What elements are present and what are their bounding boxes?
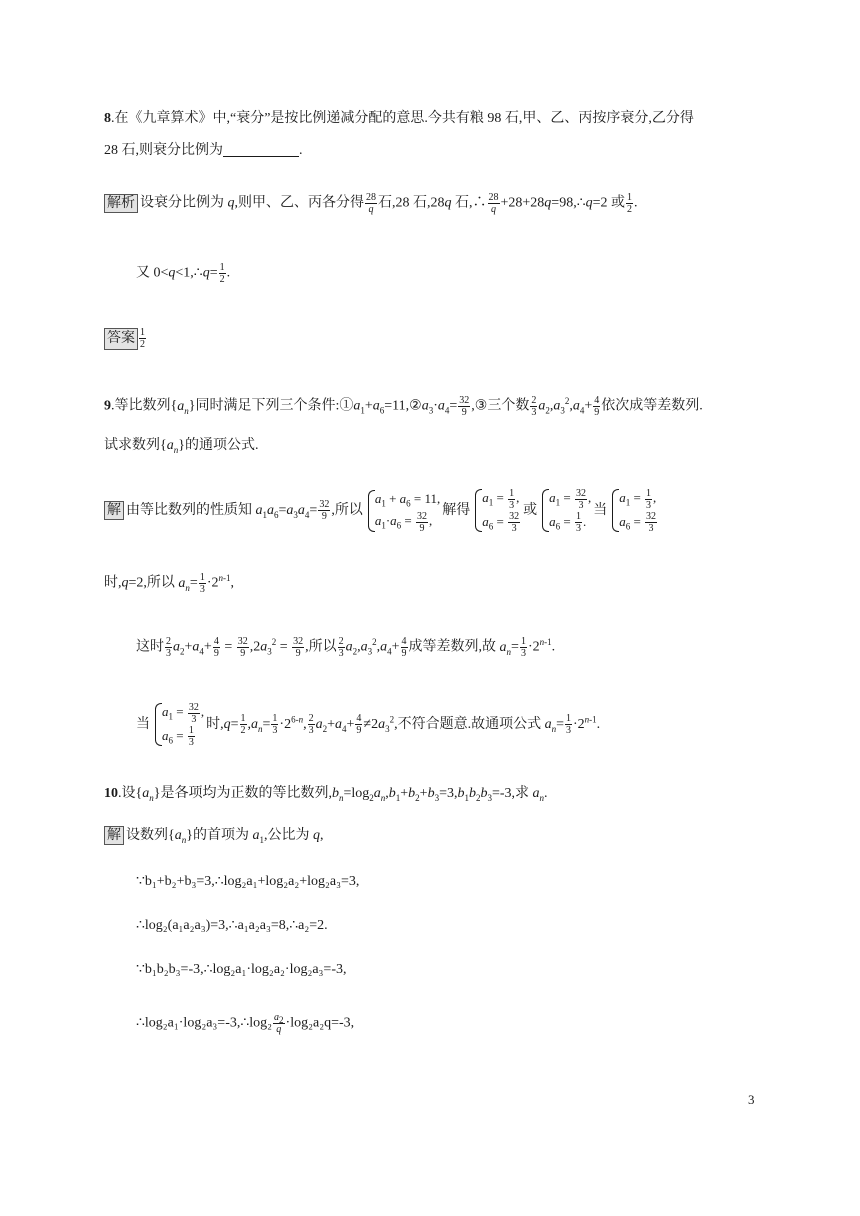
- equation-system: $a_1$ = $\frac{1}{3}$ , $a_6$ = $\frac{32}{3}$: [472, 487, 521, 534]
- q10-solution-line3: ∴log₂(a₁a₂a₃)=3,∴a₁a₂a₃=8,∴a₂=2.: [136, 918, 328, 933]
- equation-system: $a_1$ = $\frac{1}{3}$ , $a_6$ = $\frac{32}{3}$: [609, 487, 658, 534]
- q8-line1: [104, 109, 694, 129]
- q10-solution-line2: ∵b₁+b₂+b₃=3,∴log₂a₁+log₂a₂+log₂a₃=3,: [136, 874, 360, 889]
- fraction: $\frac{1}{2}$: [140, 327, 145, 350]
- q9-line1: 9.等比数列$\{a_n\}$同时满足下列三个条件$:①a_1+a_6=11,②a_3\cdot a_4=$ $\frac{32}{9}$ ,③三个数 $\frac{2}{3}$ $a_2,a_3^2,a_4+$ $\frac{4}{9}$ 依次成等差数列.: [104, 395, 703, 418]
- q9-line2: 试求数列$\{a_n\}$的通项公式.: [104, 438, 259, 455]
- q8-line2: 28 石,则衰分比例为 .: [104, 143, 303, 158]
- fraction: $\frac{1}{2}$: [627, 192, 633, 215]
- solution-tag: 解: [104, 501, 124, 520]
- q8-solution-line1: 解析 设衰分比例为 q,则甲、乙、丙各分得 $\frac{28}{q}$ 石,28 石,28q 石,∴ $\frac{28}{q}$ +28+28q=98,∴q=2 或 $\frac{1}{2}$ .: [104, 192, 638, 215]
- q8-text1: .在《九章算术》中,“衰分”是按比例递减分配的意思.今共有粮 98 石,甲、乙、丙按序衰分,乙分得: [111, 111, 694, 126]
- q10-solution-line5: ∴log₂a₁·log₂a₃=-3,∴log₂ $\frac{a_2}{q}$ ·log₂a₂q=-3,: [136, 1012, 355, 1035]
- analysis-tag: 解析: [104, 194, 138, 213]
- q8-number: 8: [104, 111, 111, 126]
- q10-line1: 10.设$\{a_n\}$是各项均为正数的等比数列$,b_n=\log_2a_n,b_1+b_2+b_3=3,b_1b_2b_3=-3$,求 $a_n$.: [104, 786, 548, 803]
- fraction: $\frac{1}{2}$: [219, 262, 225, 285]
- q9-solution-line1: 解 由等比数列的性质知 $a_1a_6=a_3a_4=$ $\frac{32}{9}$ ,所以 $a_1 + a_6 = 11$, $a_1\cdot a_6$ = $\frac{32}{9}$ , 解得 $a_1$ = $\frac{1}{3}$ , $a_6$ = $\frac{32}{3}$ 或 $a_1$ = $\frac{32}{3}$ , $a_6$ = $\frac{1}{3}$ . 当 $a_1$ = $\frac{1}{3}$ , $a_6$ = $\frac{32}{3}$: [104, 486, 660, 536]
- equation-system: $a_1$ = $\frac{32}{3}$ , $a_6$ = $\frac{1}{3}$: [152, 701, 204, 748]
- q9-solution-line4: 当 $a_1$ = $\frac{32}{3}$ , $a_6$ = $\frac{1}{3}$ 时,q= $\frac{1}{2}$ $,a_n=$ $\frac{1}{3}$ $\cdot 2^{6-n}$, $\frac{2}{3}$ $a_2+a_4+$ $\frac{4}{9}$ $\ne 2a_3^2$,不符合题意.故通项公式 $a_n=$ $\frac{1}{3}$ $\cdot 2^{n-1}$.: [136, 701, 601, 749]
- q10-solution-line1: 解 设数列$\{a_n\}$的首项为 $a_1$,公比为 q,: [104, 826, 323, 846]
- q8-text2: 28 石,则衰分比例为: [104, 143, 223, 158]
- q8-answer: [104, 327, 147, 350]
- q8-solution-line2: 又 0<q<1,∴q= $\frac{1}{2}$ .: [136, 262, 231, 285]
- q9-solution-line2: 时,q=2,所以 $a_n=$ $\frac{1}{3}$ $\cdot 2^{n-1}$,: [104, 572, 234, 595]
- q10-solution-line4: ∵b₁b₂b₃=-3,∴log₂a₁·log₂a₂·log₂a₃=-3,: [136, 962, 347, 977]
- answer-tag: 答案: [104, 328, 138, 350]
- q9-solution-line3: 这时 $\frac{2}{3}$ $a_2+a_4+$ $\frac{4}{9}$ = $\frac{32}{9}$ $,2a_3^2$ = $\frac{32}{9}$ ,所以 $\frac{2}{3}$ $a_2,a_3^2,a_4+$ $\frac{4}{9}$ 成等差数列,故 $a_n=$ $\frac{1}{3}$ $\cdot 2^{n-1}$.: [136, 636, 556, 659]
- equation-system: $a_1$ = $\frac{32}{3}$ , $a_6$ = $\frac{1}{3}$ .: [539, 487, 591, 534]
- solution-tag: 解: [104, 826, 124, 845]
- page-number: 3: [748, 1092, 755, 1107]
- fraction: $\frac{28}{q}$: [488, 192, 499, 215]
- fraction: $\frac{28}{q}$: [366, 192, 376, 215]
- equation-system: $a_1 + a_6 = 11$, $a_1\cdot a_6$ = $\frac{32}{9}$ ,: [365, 488, 440, 534]
- answer-blank: [223, 142, 299, 157]
